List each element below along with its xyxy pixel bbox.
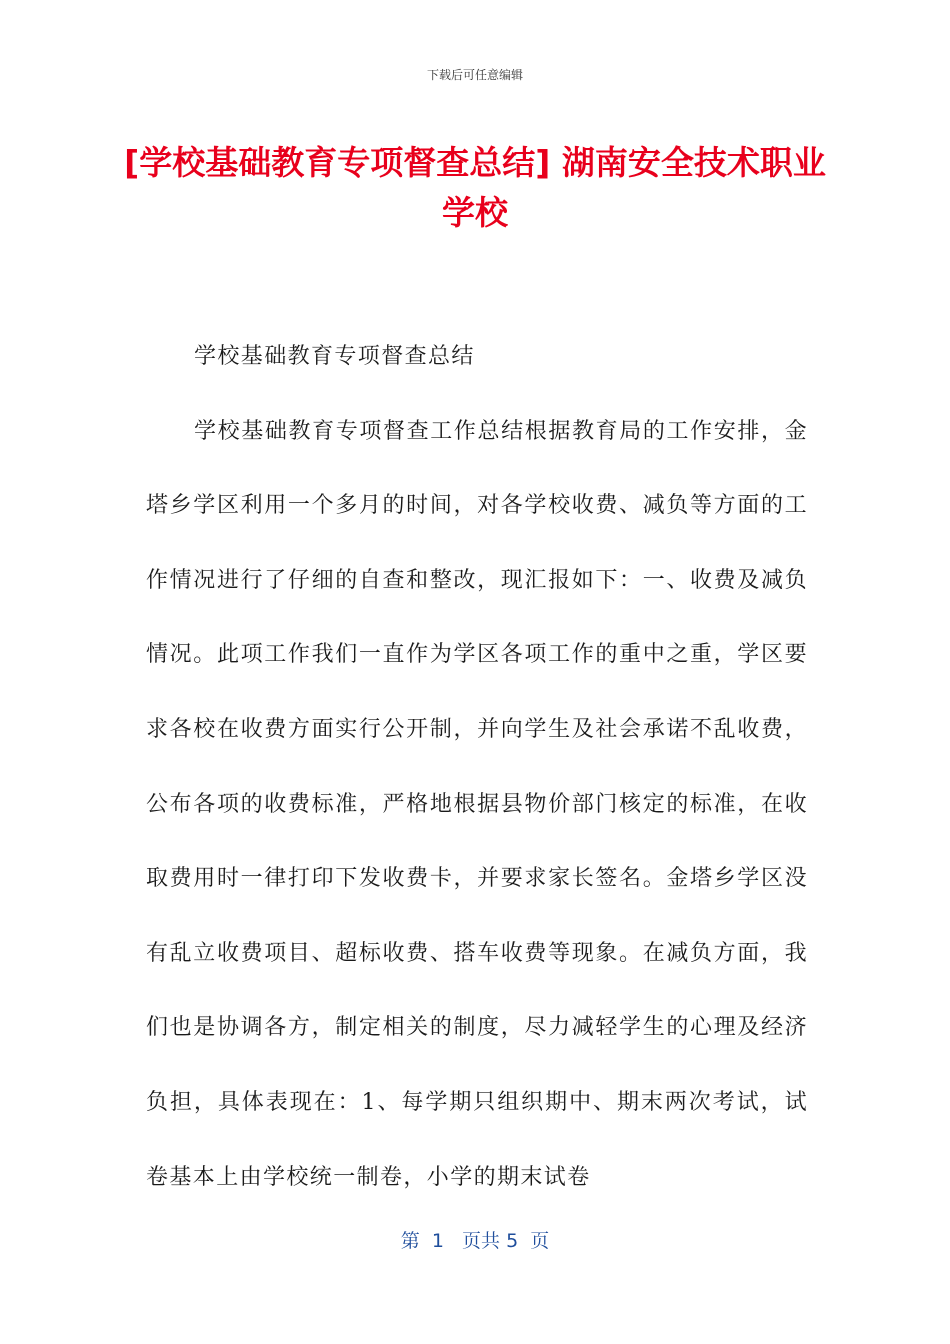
document-subtitle: 学校基础教育专项督查总结 — [194, 344, 475, 369]
document-body — [146, 320, 808, 1215]
document-title: [学校基础教育专项督查总结] 湖南安全技术职业学校 — [124, 143, 826, 232]
page-header-note: 下载后可任意编辑 — [426, 68, 523, 82]
body-paragraph: 学校基础教育专项督查工作总结根据教育局的工作安排，金塔乡学区利用一个多月的时间，对各学校收费、减负等方面的工作情况进行了仔细的自查和整改，现汇报如下：一、收费及减负情况。此项工作我们一直作为学区各项工作的重中之重，学区要求各校在收费方面实行公开制，并向学生及社会承诺不乱收费，公布各项的收费标准，严格地根据县物价部门核定的标准，在收取费用时一律打印下发收费卡，并要求家长签名。金塔乡学区没有乱立收费项目、超标收费、搭车收费等现象。在减负方面，我们也是协调各方，制定相关的制度，尽力减轻学生的心理及经济负担，具体表现在：1、每学期只组织期中、期末两次考试，试卷基本上由学校统一制卷，小学的期末试卷 — [146, 418, 808, 1190]
page-number-footer: 第 1 页共 5 页 — [400, 1230, 550, 1252]
